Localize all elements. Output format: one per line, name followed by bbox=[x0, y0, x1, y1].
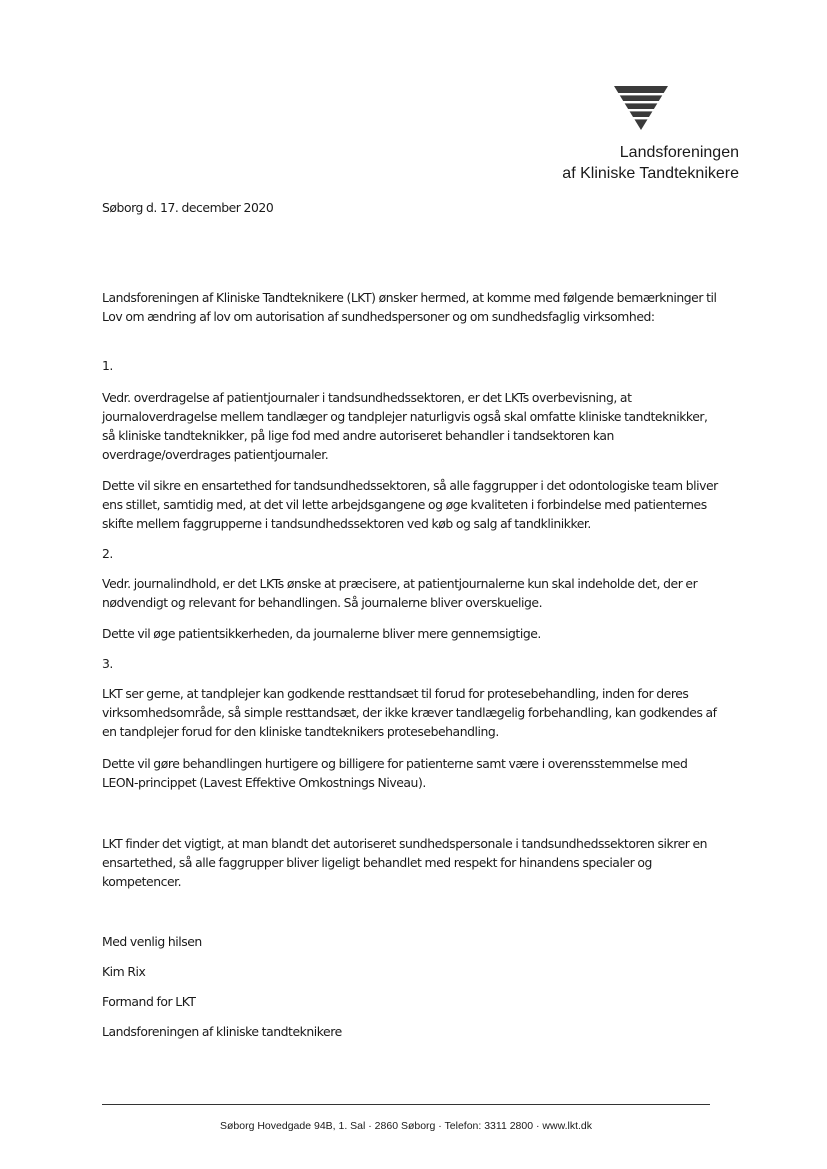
footer-divider bbox=[102, 1104, 710, 1105]
section-1-number: 1. bbox=[102, 358, 113, 373]
letterhead-org-line1: Landsforeningen bbox=[619, 144, 739, 161]
lkt-logo-icon bbox=[614, 86, 668, 130]
signature-closing: Med venlig hilsen bbox=[102, 934, 202, 949]
section-2-paragraph-1: Vedr. journalindhold, er det LKTs ønske at præcisere, at patientjournalerne kun skal indeholde det, der er nødvendigt og relevant for behandlingen. Så journalerne bliver overskuelige. bbox=[102, 576, 698, 610]
section-3-number: 3. bbox=[102, 656, 113, 671]
section-2-paragraph-2: Dette vil øge patientsikkerheden, da journalerne bliver mere gennemsigtige. bbox=[102, 626, 541, 641]
signature-name: Kim Rix bbox=[102, 964, 146, 979]
intro-paragraph: Landsforeningen af Kliniske Tandteknikere (LKT) ønsker hermed, at komme med følgende bemærkninger til Lov om ændring af lov om autorisation af sundhedspersoner og om sundhedsfaglig virksomhed: bbox=[102, 290, 717, 324]
letterhead-org-name bbox=[562, 142, 739, 184]
signature-organization: Landsforeningen af kliniske tandteknikere bbox=[102, 1024, 342, 1039]
conclusion-paragraph: LKT finder det vigtigt, at man blandt det autoriseret sundhedspersonale i tandsundhedssektoren sikrer en ensartethed, så alle faggrupper bliver ligeligt behandlet med respekt for hinandens specialer og kompetencer. bbox=[102, 836, 708, 889]
footer-contact-line: Søborg Hovedgade 94B, 1. Sal · 2860 Søborg · Telefon: 3311 2800 · www.lkt.dk bbox=[220, 1120, 592, 1132]
section-3-paragraph-2: Dette vil gøre behandlingen hurtigere og billigere for patienterne samt være i overensstemmelse med LEON-princippet (Lavest Effektive Omkostnings Niveau). bbox=[102, 756, 688, 790]
signature-title: Formand for LKT bbox=[102, 994, 196, 1009]
section-1-paragraph-2: Dette vil sikre en ensartethed for tandsundhedssektoren, så alle faggrupper i det odontologiske team bliver ens stillet, samtidig med, at det vil lette arbejdsgangene og øge kvaliteten i forbindelse med patienternes skifte mellem faggrupperne i tandsundhedssektoren ved køb og salg af tandklinikker. bbox=[102, 478, 718, 531]
letter-date: Søborg d. 17. december 2020 bbox=[102, 200, 274, 215]
section-1-paragraph-1: Vedr. overdragelse af patientjournaler i tandsundhedssektoren, er det LKTs overbevisning, at journaloverdragelse mellem tandlæger og tandplejer naturligvis også skal omfatte kliniske tandteknikker, så kliniske tandteknikker, på lige fod med andre autoriseret behandler i tandsektoren kan overdrage/overdrages patientjournaler. bbox=[102, 390, 708, 462]
letterhead-org-line2: af Kliniske Tandteknikere bbox=[562, 165, 739, 182]
section-3-paragraph-1: LKT ser gerne, at tandplejer kan godkende resttandsæt til forud for protesebehandling, inden for deres virksomhedsområde, så simple resttandsæt, der ikke kræver tandlægelig forbehandling, kan godkendes af en tandplejer forud for den kliniske tandteknikers protesebehandling. bbox=[102, 686, 717, 739]
section-2-number: 2. bbox=[102, 546, 113, 561]
